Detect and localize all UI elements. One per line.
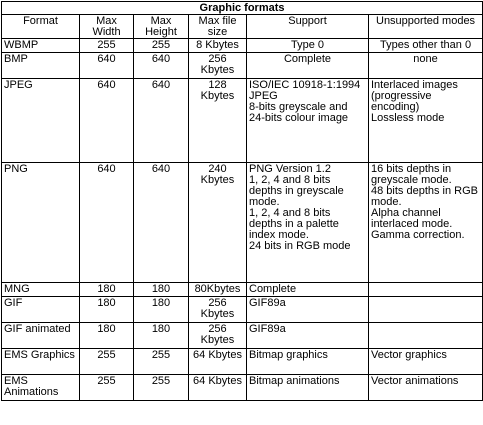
cell-support: ISO/IEC 10918-1:1994 JPEG 8-bits greyscale and 24-bits colour image bbox=[247, 79, 369, 163]
cell-unsupported: Types other than 0 bbox=[369, 39, 483, 53]
cell-support: GIF89a bbox=[247, 297, 369, 323]
cell-support: Type 0 bbox=[247, 39, 369, 53]
cell-height: 255 bbox=[134, 349, 189, 375]
cell-size: 64 Kbytes bbox=[189, 375, 247, 401]
table-row bbox=[2, 323, 483, 349]
table-row bbox=[2, 283, 483, 297]
cell-size: 256 Kbytes bbox=[189, 323, 247, 349]
cell-format: MNG bbox=[2, 283, 80, 297]
cell-height: 180 bbox=[134, 283, 189, 297]
cell-width: 640 bbox=[80, 53, 134, 79]
table-row bbox=[2, 79, 483, 163]
cell-size: 80Kbytes bbox=[189, 283, 247, 297]
cell-format: EMS Animations bbox=[2, 375, 80, 401]
cell-unsupported: 16 bits depths in greyscale mode. 48 bits depths in RGB mode. Alpha channel interlaced mode. Gamma correction. bbox=[369, 163, 483, 283]
cell-format: GIF bbox=[2, 297, 80, 323]
header-unsupported-modes: Unsupported modes bbox=[369, 15, 483, 39]
header-format: Format bbox=[2, 15, 80, 39]
cell-width: 255 bbox=[80, 375, 134, 401]
cell-unsupported bbox=[369, 297, 483, 323]
cell-height: 640 bbox=[134, 163, 189, 283]
table-row bbox=[2, 39, 483, 53]
header-max-height: Max Height bbox=[134, 15, 189, 39]
table-header-row bbox=[2, 15, 483, 39]
cell-size: 64 Kbytes bbox=[189, 349, 247, 375]
cell-height: 180 bbox=[134, 323, 189, 349]
header-max-file-size: Max file size bbox=[189, 15, 247, 39]
graphic-formats-table bbox=[1, 1, 483, 401]
table-row bbox=[2, 297, 483, 323]
cell-width: 180 bbox=[80, 283, 134, 297]
cell-support: Bitmap graphics bbox=[247, 349, 369, 375]
cell-height: 180 bbox=[134, 297, 189, 323]
cell-unsupported: none bbox=[369, 53, 483, 79]
cell-support: GIF89a bbox=[247, 323, 369, 349]
cell-format: GIF animated bbox=[2, 323, 80, 349]
cell-width: 640 bbox=[80, 79, 134, 163]
cell-support: PNG Version 1.2 1, 2, 4 and 8 bits depths in greyscale mode. 1, 2, 4 and 8 bits depths in a palette index mode. 24 bits in RGB mode bbox=[247, 163, 369, 283]
cell-size: 240 Kbytes bbox=[189, 163, 247, 283]
table-row bbox=[2, 375, 483, 401]
cell-width: 255 bbox=[80, 349, 134, 375]
cell-unsupported: Vector animations bbox=[369, 375, 483, 401]
cell-support: Bitmap animations bbox=[247, 375, 369, 401]
cell-width: 180 bbox=[80, 323, 134, 349]
cell-width: 255 bbox=[80, 39, 134, 53]
cell-format: PNG bbox=[2, 163, 80, 283]
cell-unsupported bbox=[369, 323, 483, 349]
cell-height: 255 bbox=[134, 39, 189, 53]
cell-size: 256 Kbytes bbox=[189, 53, 247, 79]
cell-height: 640 bbox=[134, 53, 189, 79]
table-row bbox=[2, 53, 483, 79]
cell-unsupported: Vector graphics bbox=[369, 349, 483, 375]
cell-size: 128 Kbytes bbox=[189, 79, 247, 163]
table-title: Graphic formats bbox=[2, 2, 483, 15]
cell-support: Complete bbox=[247, 283, 369, 297]
cell-support: Complete bbox=[247, 53, 369, 79]
table-row bbox=[2, 163, 483, 283]
cell-unsupported bbox=[369, 283, 483, 297]
cell-format: BMP bbox=[2, 53, 80, 79]
cell-height: 640 bbox=[134, 79, 189, 163]
cell-format: WBMP bbox=[2, 39, 80, 53]
cell-format: EMS Graphics bbox=[2, 349, 80, 375]
cell-width: 640 bbox=[80, 163, 134, 283]
cell-size: 8 Kbytes bbox=[189, 39, 247, 53]
cell-format: JPEG bbox=[2, 79, 80, 163]
header-max-width: Max Width bbox=[80, 15, 134, 39]
cell-width: 180 bbox=[80, 297, 134, 323]
table-row bbox=[2, 349, 483, 375]
cell-height: 255 bbox=[134, 375, 189, 401]
cell-unsupported: Interlaced images (progressive encoding) Lossless mode bbox=[369, 79, 483, 163]
cell-size: 256 Kbytes bbox=[189, 297, 247, 323]
header-support: Support bbox=[247, 15, 369, 39]
